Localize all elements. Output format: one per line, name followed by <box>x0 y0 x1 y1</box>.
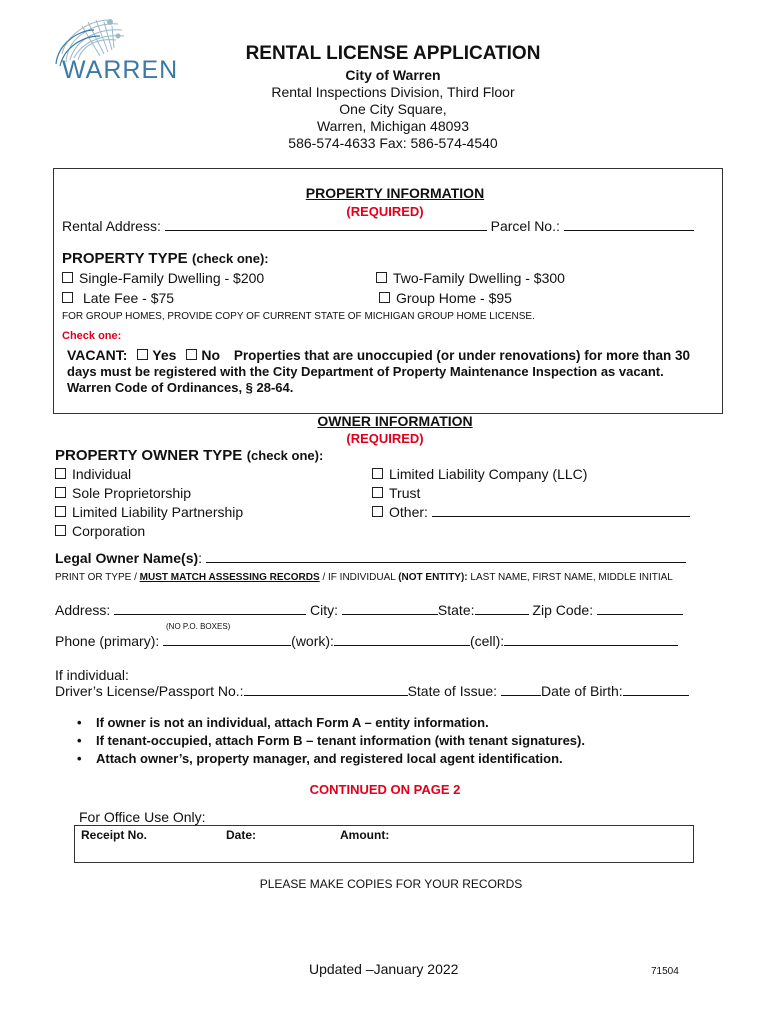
amount-label: Amount: <box>340 828 390 842</box>
parcel-label: Parcel No.: <box>490 218 560 234</box>
copies-note: PLEASE MAKE COPIES FOR YOUR RECORDS <box>259 877 523 891</box>
checkbox[interactable] <box>62 272 73 283</box>
checkbox[interactable] <box>376 272 387 283</box>
owner-type-hint: (check one): <box>246 448 324 463</box>
phone-work-label: (work): <box>291 633 334 649</box>
license-row <box>55 683 689 699</box>
checkbox[interactable] <box>372 487 383 498</box>
other-field[interactable] <box>432 504 690 517</box>
group-home-note: FOR GROUP HOMES, PROVIDE COPY OF CURRENT STATE OF MICHIGAN GROUP HOME LICENSE. <box>62 311 535 322</box>
vacant-text-line3: Warren Code of Ordinances, § 28-64. <box>67 380 294 395</box>
owner-required: (REQUIRED) <box>346 431 424 446</box>
check-one-label: Check one: <box>62 330 122 342</box>
vacant-text-line1: Properties that are unoccupied (or under renovations) for more than 30 <box>233 348 690 363</box>
bullet-item: • If owner is not an individual, attach Form A – entity information. <box>74 714 585 732</box>
receipt-label: Receipt No. <box>81 828 148 842</box>
option-label: Two-Family Dwelling - $300 <box>393 270 565 286</box>
owner-option-llc[interactable] <box>372 466 587 482</box>
owner-option-sole-proprietorship[interactable] <box>55 485 191 501</box>
attachment-instructions <box>74 714 585 768</box>
updated-date: Updated –January 2022 <box>309 961 459 977</box>
owner-option-llp[interactable] <box>55 504 243 520</box>
option-label: Limited Liability Company (LLC) <box>389 466 588 482</box>
checkbox[interactable] <box>55 525 66 536</box>
phone-cell-field[interactable] <box>504 633 678 646</box>
checkbox[interactable] <box>62 292 73 303</box>
header-division: Rental Inspections Division, Third Floor <box>271 84 515 100</box>
property-type-heading <box>62 250 269 268</box>
checkbox[interactable] <box>55 468 66 479</box>
zip-label: Zip Code: <box>532 602 594 618</box>
print-note-c: / IF INDIVIDUAL <box>319 572 399 583</box>
continued-note: CONTINUED ON PAGE 2 <box>309 782 461 797</box>
header-address2: Warren, Michigan 48093 <box>316 118 469 134</box>
property-heading <box>10 185 770 201</box>
phone-row <box>55 633 678 649</box>
checkbox[interactable] <box>379 292 390 303</box>
state-issue-label: State of Issue: <box>407 683 498 699</box>
option-label: Limited Liability Partnership <box>72 504 244 520</box>
legal-owner-field[interactable] <box>206 550 686 563</box>
zip-field[interactable] <box>597 602 683 615</box>
license-label: Driver’s License/Passport No.: <box>55 683 244 699</box>
logo-wordmark: WARREN <box>62 56 179 84</box>
option-single-family[interactable] <box>62 270 264 286</box>
state-field[interactable] <box>475 602 529 615</box>
print-note <box>55 572 673 583</box>
form-number: 71504 <box>651 966 679 977</box>
header-city: City of Warren <box>345 67 441 83</box>
property-required: (REQUIRED) <box>346 204 424 219</box>
rental-address-field[interactable] <box>165 218 487 231</box>
print-note-a: PRINT OR TYPE / <box>55 572 140 583</box>
vacant-yes-label: Yes <box>152 347 177 363</box>
option-late-fee[interactable] <box>62 290 174 306</box>
header-phone: 586-574-4633 Fax: 586-574-4540 <box>288 135 498 151</box>
option-label: Late Fee - $75 <box>83 290 175 306</box>
vacant-no-checkbox[interactable] <box>186 349 197 360</box>
option-label: Corporation <box>72 523 146 539</box>
option-label: Group Home - $95 <box>396 290 512 306</box>
if-individual-label: If individual: <box>55 667 129 683</box>
checkbox[interactable] <box>55 506 66 517</box>
po-box-note: (NO P.O. BOXES) <box>166 622 231 631</box>
print-note-e: LAST NAME, FIRST NAME, MIDDLE INITIAL <box>467 572 673 583</box>
vacant-no-label: No <box>201 347 220 363</box>
option-label: Sole Proprietorship <box>72 485 192 501</box>
license-field[interactable] <box>244 683 408 696</box>
bullet-item: • If tenant-occupied, attach Form B – tenant information (with tenant signatures). <box>74 732 585 750</box>
phone-cell-label: (cell): <box>469 633 505 649</box>
city-field[interactable] <box>342 602 438 615</box>
print-note-b: MUST MATCH ASSESSING RECORDS <box>139 572 320 583</box>
date-label: Date: <box>226 828 257 842</box>
page-title: RENTAL LICENSE APPLICATION <box>245 43 541 64</box>
checkbox[interactable] <box>372 506 383 517</box>
address-field[interactable] <box>114 602 306 615</box>
owner-heading-text: OWNER INFORMATION <box>317 413 473 429</box>
option-label: Single-Family Dwelling - $200 <box>79 270 265 286</box>
option-group-home[interactable] <box>379 290 512 306</box>
owner-option-trust[interactable] <box>372 485 420 501</box>
state-issue-field[interactable] <box>501 683 541 696</box>
checkbox[interactable] <box>55 487 66 498</box>
option-label: Other: <box>389 504 428 520</box>
property-type-label: PROPERTY TYPE <box>62 250 188 267</box>
owner-option-other[interactable] <box>372 504 690 520</box>
phone-primary-label: Phone (primary): <box>55 633 160 649</box>
owner-option-corporation[interactable] <box>55 523 145 539</box>
state-label: State: <box>437 602 475 618</box>
vacant-yes-checkbox[interactable] <box>137 349 148 360</box>
vacant-text-line2: days must be registered with the City Department of Property Maintenance Inspection as vacant. <box>67 364 664 379</box>
dob-label: Date of Birth: <box>540 683 623 699</box>
owner-type-heading <box>55 447 323 465</box>
legal-owner-label: Legal Owner Name(s) <box>55 550 199 566</box>
owner-heading <box>10 413 770 429</box>
option-label: Trust <box>389 485 421 501</box>
rental-address-label: Rental Address: <box>62 218 161 234</box>
header-address1: One City Square, <box>339 101 447 117</box>
vacant-label: VACANT: <box>67 347 128 363</box>
legal-owner-row <box>55 550 686 566</box>
dob-field[interactable] <box>623 683 689 696</box>
owner-option-individual[interactable] <box>55 466 131 482</box>
address-row <box>55 602 683 618</box>
bullet-item: • Attach owner’s, property manager, and registered local agent identification. <box>74 750 585 768</box>
office-use-label: For Office Use Only: <box>79 809 206 825</box>
phone-work-field[interactable] <box>334 633 470 646</box>
print-note-d: (NOT ENTITY): <box>398 572 468 583</box>
rental-address-row <box>62 218 694 234</box>
address-label: Address: <box>55 602 111 618</box>
legal-owner-colon: : <box>198 550 203 566</box>
option-label: Individual <box>72 466 132 482</box>
parcel-field[interactable] <box>564 218 694 231</box>
checkbox[interactable] <box>372 468 383 479</box>
phone-primary-field[interactable] <box>163 633 291 646</box>
property-heading-text: PROPERTY INFORMATION <box>305 185 485 201</box>
option-two-family[interactable] <box>376 270 565 286</box>
city-label: City: <box>310 602 339 618</box>
vacant-row <box>67 347 690 363</box>
owner-type-label: PROPERTY OWNER TYPE <box>55 447 243 464</box>
property-type-hint: (check one): <box>192 251 269 266</box>
